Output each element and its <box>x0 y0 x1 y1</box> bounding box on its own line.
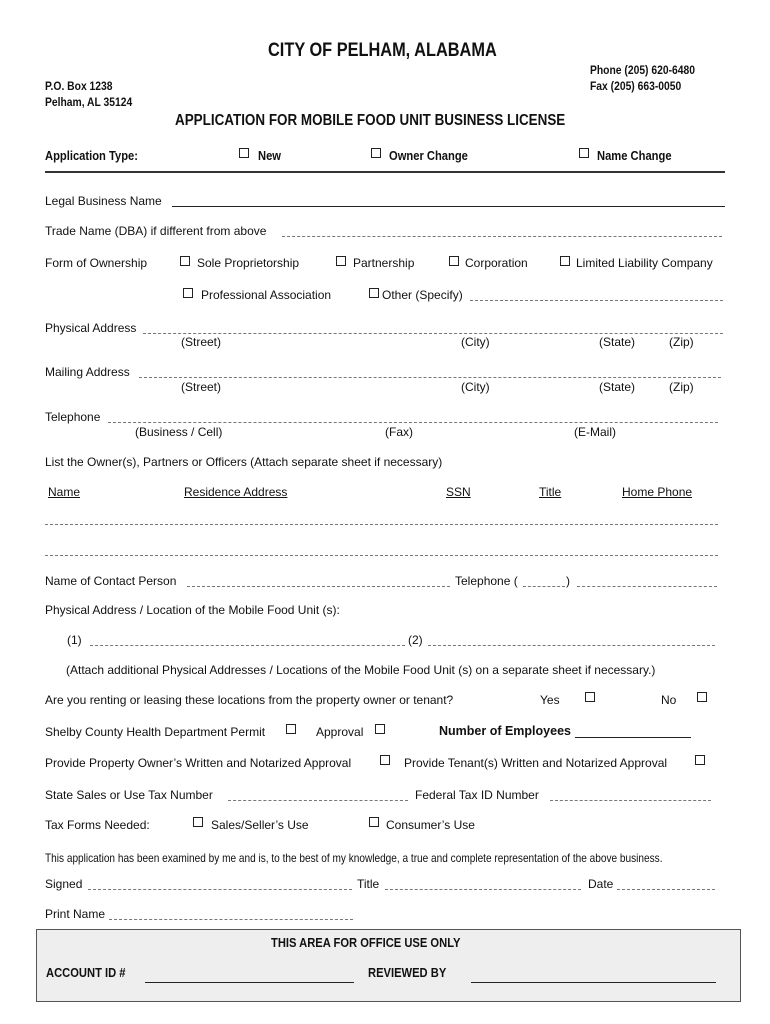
renting-yes-checkbox[interactable] <box>585 692 595 702</box>
owners-col-title: Title <box>539 485 562 499</box>
new-label: New <box>258 148 281 163</box>
trade-name-field[interactable] <box>282 236 722 237</box>
location-1-field[interactable] <box>90 645 405 646</box>
business-cell-sublabel: (Business / Cell) <box>135 425 223 439</box>
owner-approval-checkbox[interactable] <box>380 755 390 765</box>
professional-association-checkbox[interactable] <box>183 288 193 298</box>
contact-telephone-field[interactable] <box>577 586 717 587</box>
physical-street-sublabel: (Street) <box>181 335 222 349</box>
physical-address-field[interactable] <box>143 333 723 334</box>
divider <box>45 171 725 173</box>
approval-label: Approval <box>316 725 364 739</box>
email-sublabel: (E-Mail) <box>574 425 616 439</box>
tax-forms-label: Tax Forms Needed: <box>45 818 150 832</box>
health-permit-checkbox[interactable] <box>286 724 296 734</box>
print-name-field[interactable] <box>109 919 353 920</box>
consumers-use-checkbox[interactable] <box>369 817 379 827</box>
tenant-approval-label: Provide Tenant(s) Written and Notarized Approval <box>404 756 668 770</box>
physical-address-label: Physical Address <box>45 321 137 335</box>
renting-yes-label: Yes <box>540 693 560 707</box>
renting-no-checkbox[interactable] <box>697 692 707 702</box>
mailing-street-sublabel: (Street) <box>181 380 222 394</box>
form-title: APPLICATION FOR MOBILE FOOD UNIT BUSINESS LICENSE <box>175 112 566 129</box>
po-box: P.O. Box 1238 <box>45 79 113 93</box>
renting-no-label: No <box>661 693 677 707</box>
approval-checkbox[interactable] <box>375 724 385 734</box>
mailing-address-field[interactable] <box>139 377 721 378</box>
owners-col-name: Name <box>48 485 81 499</box>
certification-text: This application has been examined by me and is, to the best of my knowledge, a true and complete representation of the above business. <box>45 851 663 865</box>
locations-label: Physical Address / Location of the Mobile Food Unit (s): <box>45 603 340 617</box>
form-of-ownership-label: Form of Ownership <box>45 256 148 270</box>
owners-col-home-phone: Home Phone <box>622 485 693 499</box>
other-specify-field[interactable] <box>470 300 723 301</box>
tenant-approval-checkbox[interactable] <box>695 755 705 765</box>
telephone-label: Telephone <box>45 410 101 424</box>
contact-telephone-label: Telephone ( <box>455 574 518 588</box>
sales-use-label: Sales/Seller’s Use <box>211 818 309 832</box>
legal-name-label: Legal Business Name <box>45 194 162 208</box>
title-field[interactable] <box>385 889 581 890</box>
legal-name-field[interactable] <box>172 206 725 207</box>
date-field[interactable] <box>617 889 715 890</box>
employees-label: Number of Employees <box>439 724 571 738</box>
owner-row-2[interactable] <box>45 555 718 556</box>
partnership-label: Partnership <box>353 256 415 270</box>
health-permit-label: Shelby County Health Department Permit <box>45 725 266 739</box>
state-tax-label: State Sales or Use Tax Number <box>45 788 213 802</box>
consumers-use-label: Consumer’s Use <box>386 818 475 832</box>
corporation-checkbox[interactable] <box>449 256 459 266</box>
corporation-label: Corporation <box>465 256 528 270</box>
location-2-field[interactable] <box>428 645 715 646</box>
name-change-checkbox[interactable] <box>579 148 589 158</box>
owner-row-1[interactable] <box>45 524 718 525</box>
contact-telephone-close: ) <box>566 574 570 588</box>
physical-zip-sublabel: (Zip) <box>669 335 694 349</box>
owner-approval-label: Provide Property Owner’s Written and Notarized Approval <box>45 756 352 770</box>
fax-number: Fax (205) 663-0050 <box>590 79 682 93</box>
renting-question: Are you renting or leasing these locations from the property owner or tenant? <box>45 693 454 707</box>
federal-tax-label: Federal Tax ID Number <box>415 788 539 802</box>
mailing-state-sublabel: (State) <box>599 380 636 394</box>
date-label: Date <box>588 877 614 891</box>
location-1-label: (1) <box>67 633 82 647</box>
other-label: Other (Specify) <box>382 288 463 302</box>
office-use-heading: THIS AREA FOR OFFICE USE ONLY <box>271 935 461 950</box>
city-state-zip: Pelham, AL 35124 <box>45 95 133 109</box>
telephone-field[interactable] <box>108 422 718 423</box>
mailing-city-sublabel: (City) <box>461 380 490 394</box>
owners-col-ssn: SSN <box>446 485 471 499</box>
reviewed-by-label: REVIEWED BY <box>368 965 447 980</box>
print-name-label: Print Name <box>45 907 106 921</box>
signed-label: Signed <box>45 877 83 891</box>
application-type-label: Application Type: <box>45 148 138 163</box>
title-label: Title <box>357 877 380 891</box>
contact-area-code-field[interactable] <box>523 586 565 587</box>
account-id-label: ACCOUNT ID # <box>46 965 126 980</box>
contact-person-field[interactable] <box>187 586 450 587</box>
owner-change-label: Owner Change <box>389 148 468 163</box>
physical-state-sublabel: (State) <box>599 335 636 349</box>
fax-sublabel: (Fax) <box>385 425 413 439</box>
mailing-zip-sublabel: (Zip) <box>669 380 694 394</box>
signed-field[interactable] <box>88 889 352 890</box>
locations-note: (Attach additional Physical Addresses / Locations of the Mobile Food Unit (s) on a separate sheet if necessary.) <box>66 663 656 677</box>
llc-checkbox[interactable] <box>560 256 570 266</box>
owners-instruction: List the Owner(s), Partners or Officers (Attach separate sheet if necessary) <box>45 455 443 469</box>
trade-name-label: Trade Name (DBA) if different from above <box>45 224 267 238</box>
sole-proprietorship-label: Sole Proprietorship <box>197 256 300 270</box>
professional-association-label: Professional Association <box>201 288 332 302</box>
federal-tax-field[interactable] <box>550 800 711 801</box>
new-checkbox[interactable] <box>239 148 249 158</box>
location-2-label: (2) <box>408 633 423 647</box>
contact-person-label: Name of Contact Person <box>45 574 177 588</box>
physical-city-sublabel: (City) <box>461 335 490 349</box>
employees-field[interactable] <box>575 737 691 738</box>
phone-number: Phone (205) 620-6480 <box>590 63 695 77</box>
sole-proprietorship-checkbox[interactable] <box>180 256 190 266</box>
city-heading: CITY OF PELHAM, ALABAMA <box>268 40 497 61</box>
account-id-field[interactable] <box>145 982 354 983</box>
owner-change-checkbox[interactable] <box>371 148 381 158</box>
owners-col-residence: Residence Address <box>184 485 288 499</box>
llc-label: Limited Liability Company <box>576 256 713 270</box>
reviewed-by-field[interactable] <box>471 982 716 983</box>
other-checkbox[interactable] <box>369 288 379 298</box>
partnership-checkbox[interactable] <box>336 256 346 266</box>
sales-use-checkbox[interactable] <box>193 817 203 827</box>
state-tax-field[interactable] <box>228 800 408 801</box>
mailing-address-label: Mailing Address <box>45 365 130 379</box>
name-change-label: Name Change <box>597 148 672 163</box>
